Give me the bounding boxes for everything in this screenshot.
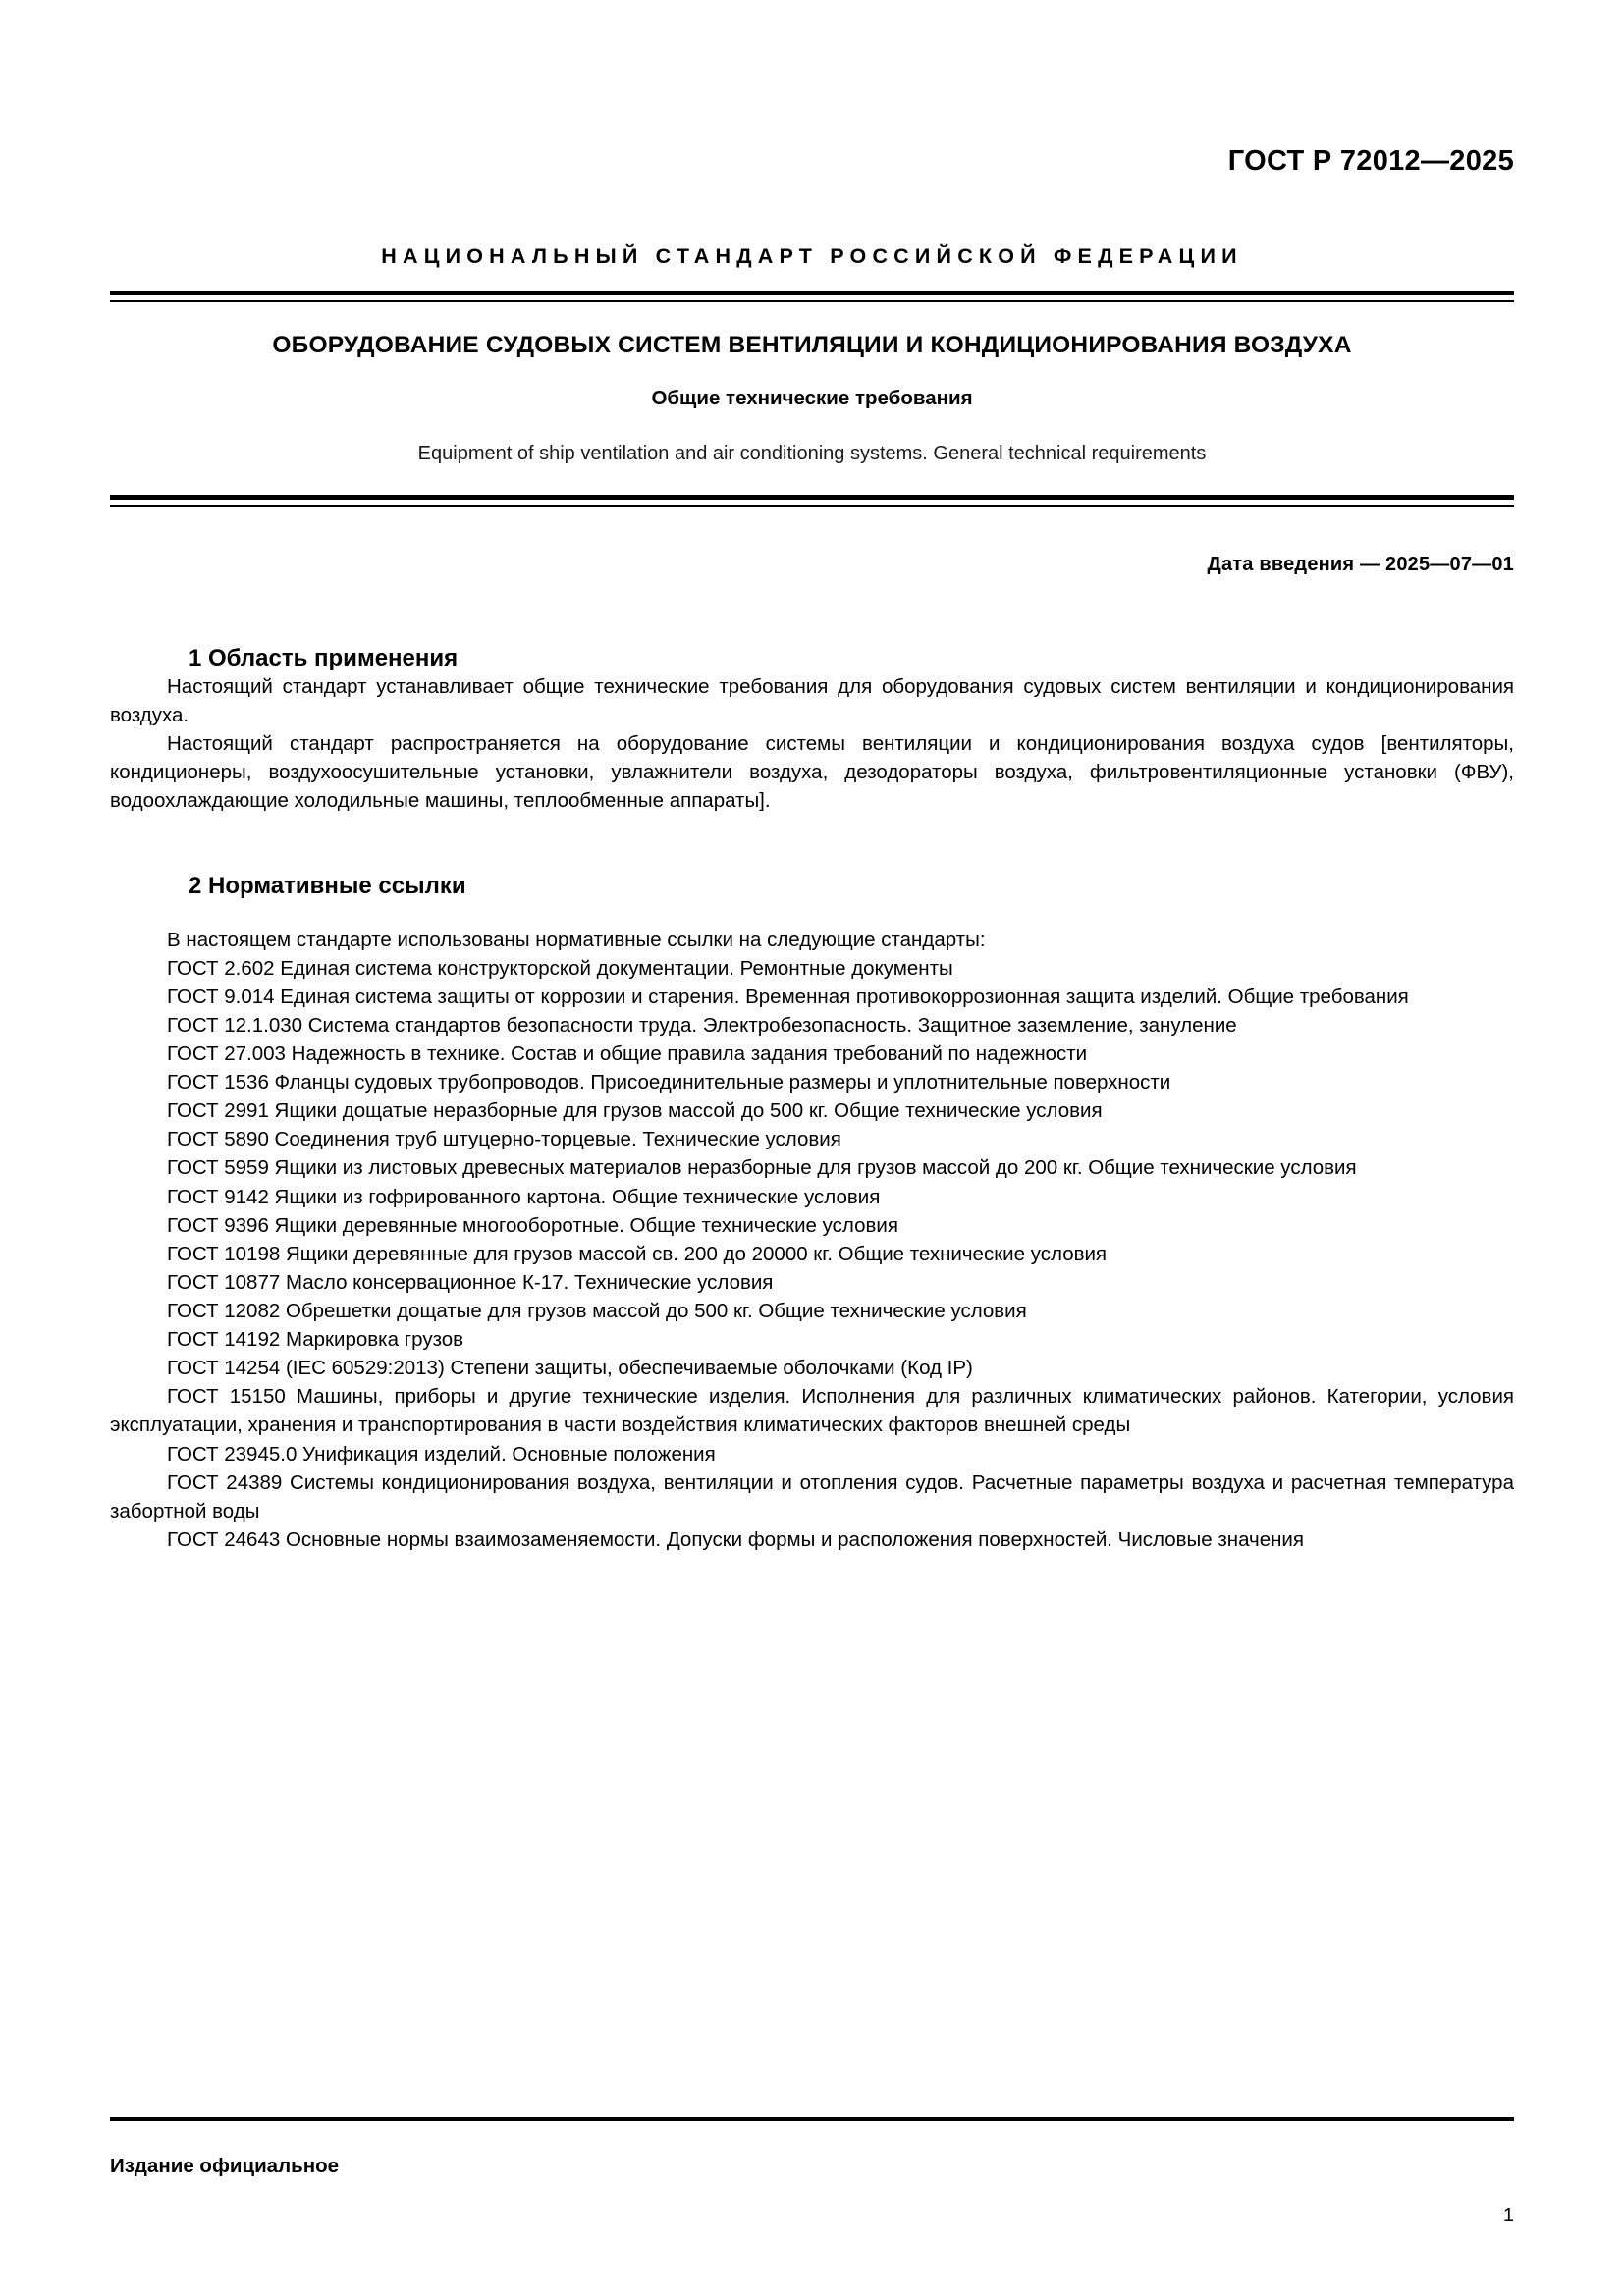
page-title: ОБОРУДОВАНИЕ СУДОВЫХ СИСТЕМ ВЕНТИЛЯЦИИ И КОНДИЦИОНИРОВАНИЯ ВОЗДУХА — [272, 332, 1352, 358]
section-2-lead: В настоящем стандарте использованы нормативные ссылки на следующие стандарты: — [167, 928, 986, 951]
reference-item: ГОСТ 12082 Обрешетки дощатые для грузов массой до 500 кг. Общие технические условия — [167, 1299, 1027, 1322]
section-1-paragraph-1: Настоящий стандарт устанавливает общие технические требования для оборудования судовых систем вентиляции и кондиционирования воздуха. — [110, 675, 1514, 727]
title-bottom-rules — [110, 495, 1514, 507]
reference-item: ГОСТ 5890 Соединения труб штуцерно-торцевые. Технические условия — [167, 1128, 841, 1151]
reference-item: ГОСТ 2.602 Единая система конструкторской документации. Ремонтные документы — [167, 956, 953, 980]
reference-item: ГОСТ 9396 Ящики деревянные многооборотные. Общие технические условия — [167, 1213, 898, 1237]
official-edition-note: Издание официальное — [110, 2155, 340, 2177]
reference-item: ГОСТ 5959 Ящики из листовых древесных материалов неразборные для грузов массой до 200 кг. Общие технические условия — [167, 1156, 1357, 1180]
page-number: 1 — [1502, 2205, 1514, 2226]
reference-item: ГОСТ 27.003 Надежность в технике. Состав и общие правила задания требований по надежности — [167, 1041, 1088, 1065]
reference-item: ГОСТ 2991 Ящики дощатые неразборные для грузов массой до 500 кг. Общие технические условия — [167, 1099, 1103, 1123]
bottom-rule-thin — [110, 505, 1514, 507]
introduction-date: Дата введения — 2025—07—01 — [1207, 554, 1514, 575]
page-title-english: Equipment of ship ventilation and air conditioning systems. General technical requirements — [417, 443, 1207, 464]
section-1 — [110, 645, 1514, 672]
reference-item: ГОСТ 24643 Основные нормы взаимозаменяемости. Допуски формы и расположения поверхностей. Числовые значения — [167, 1527, 1304, 1551]
reference-item: ГОСТ 12.1.030 Система стандартов безопасности труда. Электробезопасность. Защитное заземление, зануление — [167, 1013, 1237, 1037]
section-2 — [110, 873, 1514, 900]
section-1-heading: 1 Область применения — [189, 645, 459, 671]
top-rule-thick — [110, 291, 1514, 295]
reference-item: ГОСТ 14254 (IEC 60529:2013) Степени защиты, обеспечиваемые оболочками (Код IP) — [167, 1357, 973, 1380]
title-block — [110, 302, 1514, 465]
reference-item: ГОСТ 10877 Масло консервационное К-17. Технические условия — [167, 1270, 774, 1294]
reference-item: ГОСТ 1536 Фланцы судовых трубопроводов. Присоединительные размеры и уплотнительные поверхности — [167, 1071, 1171, 1095]
reference-item: ГОСТ 15150 Машины, приборы и другие технические изделия. Исполнения для различных климатических районов. Категории, условия эксплуатации, хранения и транспортирования в части воздействия климатических факторов внешней среды — [110, 1385, 1514, 1437]
reference-item: ГОСТ 23945.0 Унификация изделий. Основные положения — [167, 1442, 716, 1466]
reference-item: ГОСТ 9142 Ящики из гофрированного картона. Общие технические условия — [167, 1185, 881, 1208]
reference-item: ГОСТ 14192 Маркировка грузов — [167, 1328, 464, 1352]
reference-item: ГОСТ 9.014 Единая система защиты от коррозии и старения. Временная противокоррозионная защита изделий. Общие требования — [167, 985, 1409, 1008]
bottom-rule-thick — [110, 495, 1514, 500]
reference-list — [110, 926, 1514, 1554]
reference-item: ГОСТ 10198 Ящики деревянные для грузов массой св. 200 до 20000 кг. Общие технические условия — [167, 1242, 1108, 1265]
document-number: ГОСТ Р 72012—2025 — [1227, 145, 1514, 177]
section-1-paragraph-2: Настоящий стандарт распространяется на оборудование системы вентиляции и кондиционирования воздуха судов [вентиляторы, кондиционеры, воздухоосушительные установки, увлажнители воздуха, дезодораторы воздуха, фильтровентиляционные установки (ФВУ), водоохлаждающие холодильные машины, теплообменные аппараты]. — [110, 732, 1514, 813]
section-2-heading: 2 Нормативные ссылки — [189, 872, 466, 899]
page-subtitle: Общие технические требования — [651, 387, 973, 409]
reference-item: ГОСТ 24389 Системы кондиционирования воздуха, вентиляции и отопления судов. Расчетные параметры воздуха и расчетная температура забортной воды — [110, 1470, 1514, 1522]
national-standard-heading: НАЦИОНАЛЬНЫЙ СТАНДАРТ РОССИЙСКОЙ ФЕДЕРАЦИИ — [381, 244, 1243, 268]
footer-rule — [110, 2117, 1514, 2121]
